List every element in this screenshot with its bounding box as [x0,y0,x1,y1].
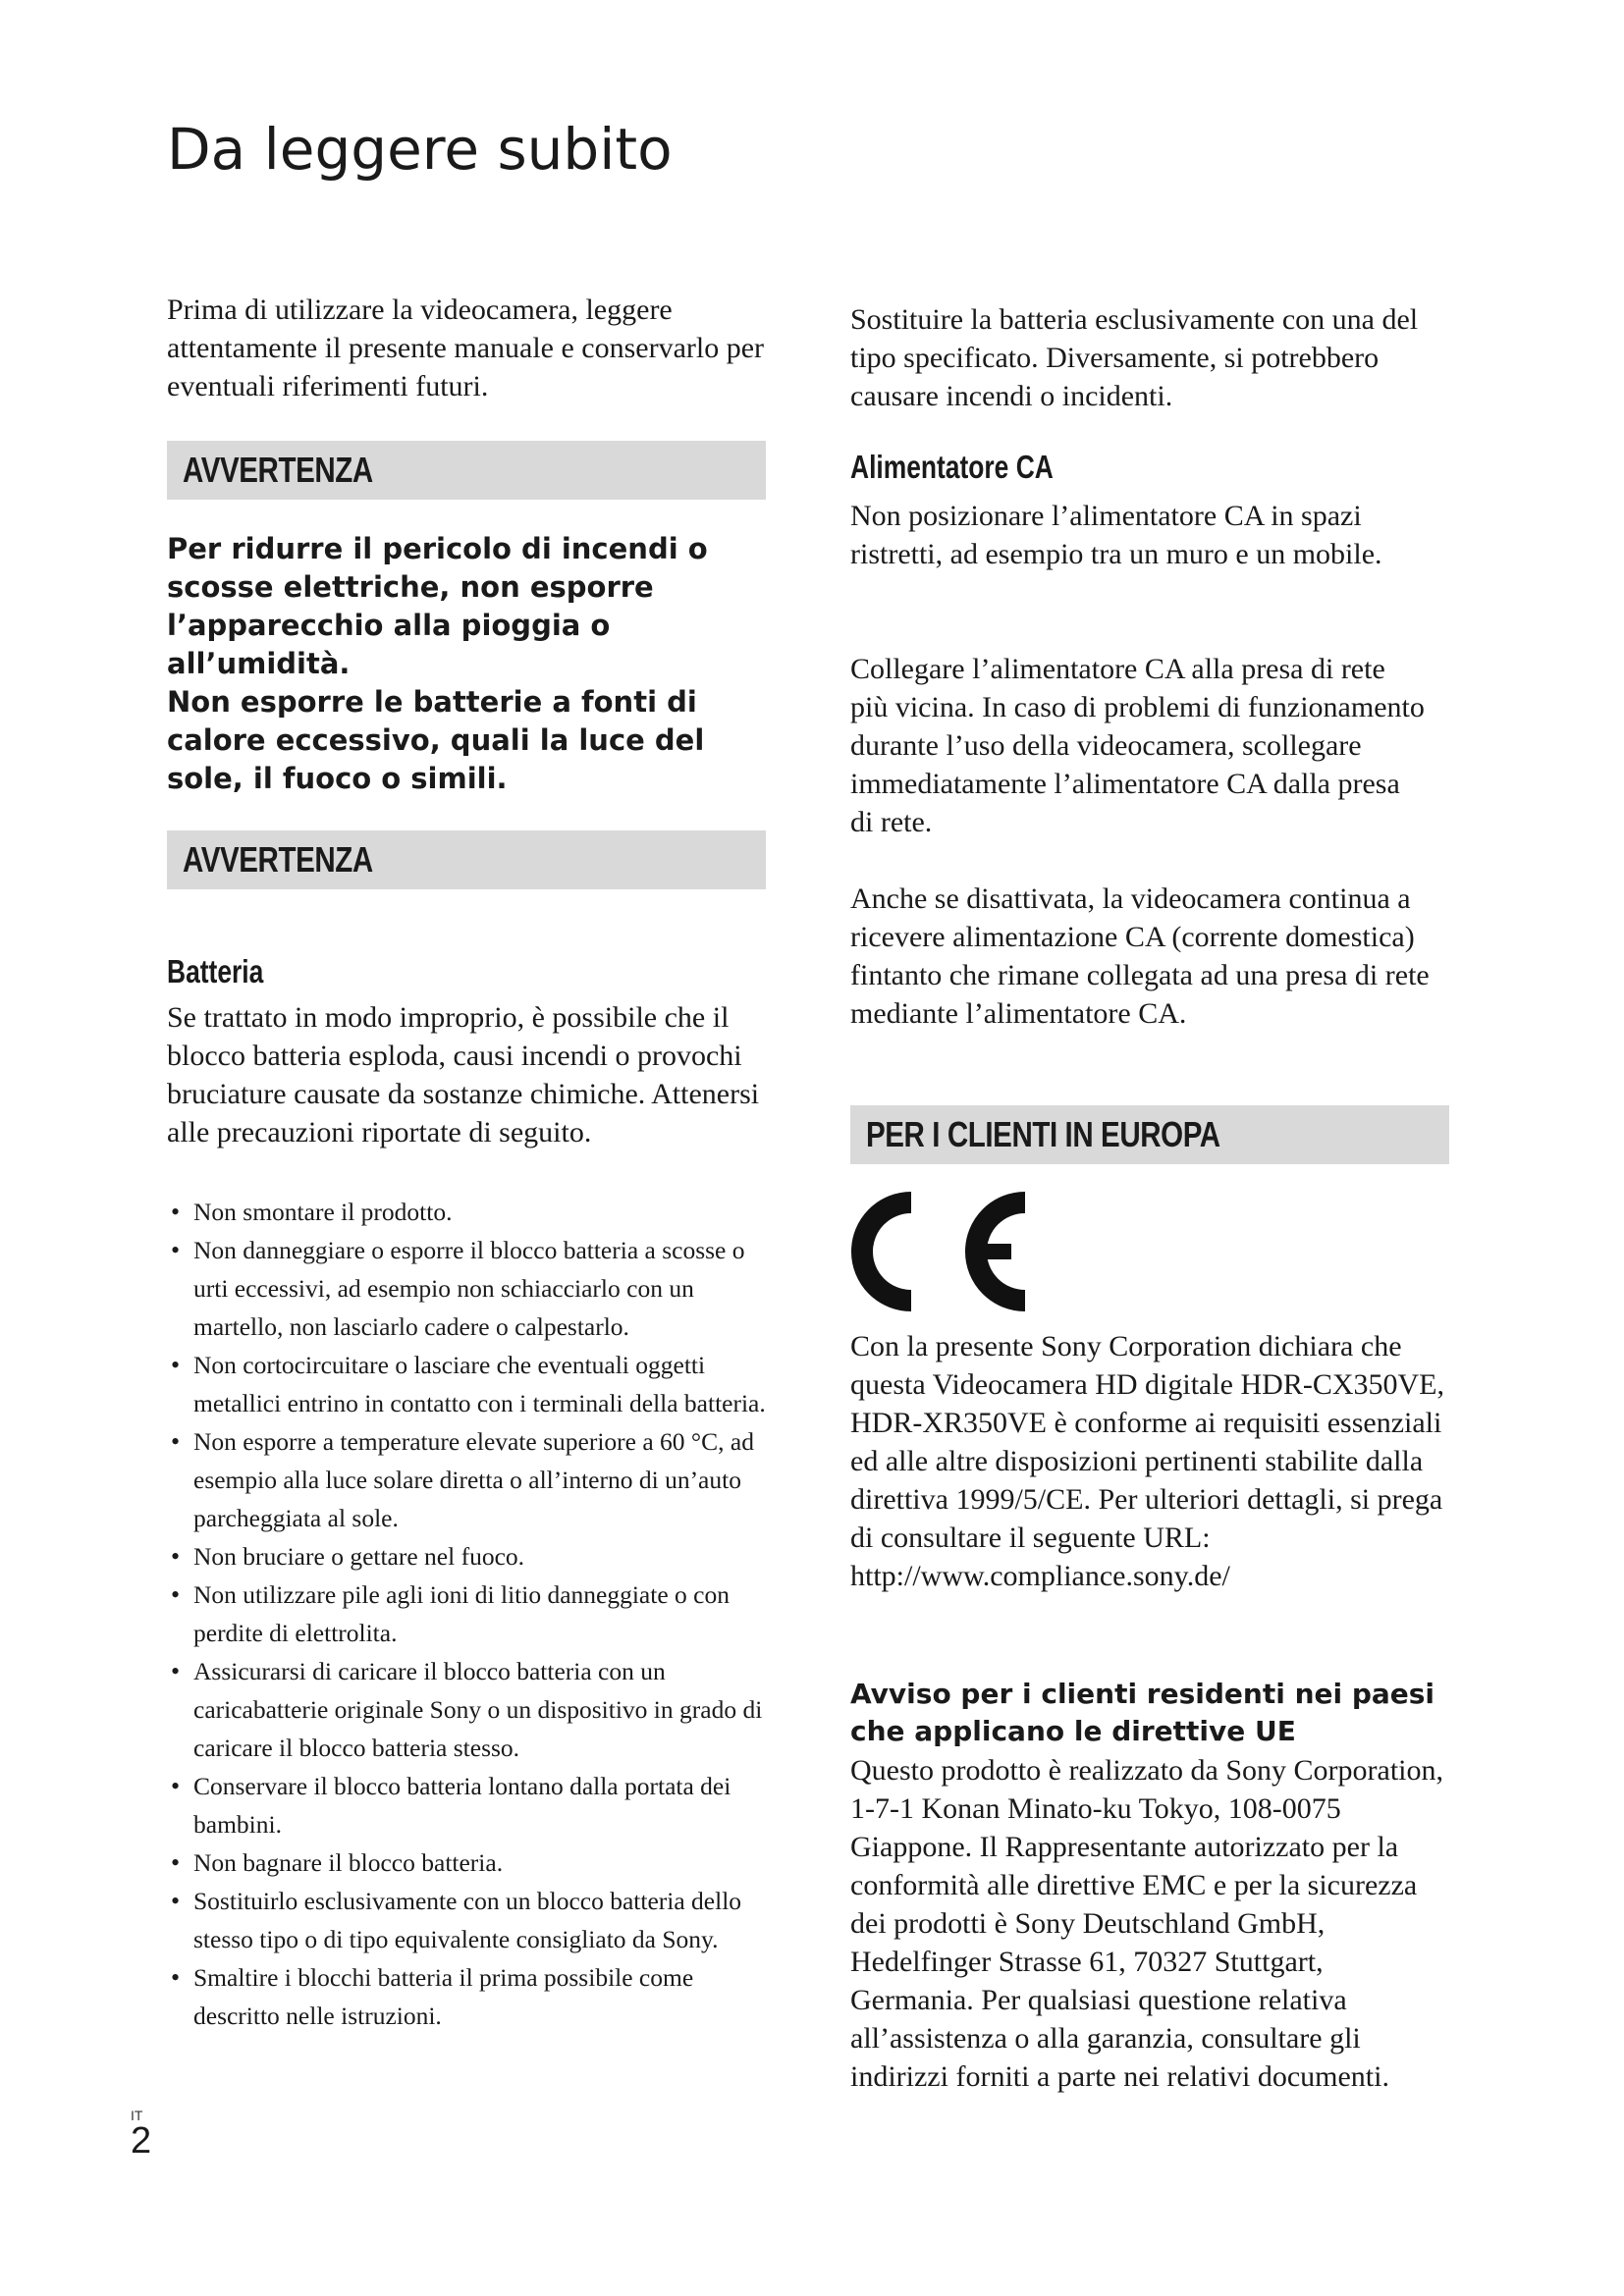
list-item: • Smaltire i blocchi batteria il prima possibile come descritto nelle istruzioni. [167,1958,776,2035]
page-number [131,2109,151,2160]
list-item: • Non cortocircuitare o lasciare che eventuali oggetti metallici entrino in contatto con i terminali della batteria. [167,1346,776,1422]
list-item: • Non bagnare il blocco batteria. [167,1843,776,1882]
list-item: • Non esporre a temperature elevate superiore a 60 °C, ad esempio alla luce solare diretta o all’interno di un’auto parcheggiata al sole. [167,1422,776,1537]
warning-band-2 [167,830,766,889]
page-title: Da leggere subito [167,116,673,183]
adapter-paragraph-1: Non posizionare l’alimentatore CA in spazi ristretti, ad esempio tra un muro e un mobile. [850,500,1382,570]
europe-band-label: PER I CLIENTI IN EUROPA [866,1114,1220,1154]
europe-band [850,1105,1449,1164]
adapter-paragraph-2: Collegare l’alimentatore CA alla presa di rete più vicina. In caso di problemi di funzionamento durante l’uso della videocamera, scollegare immediatamente l’alimentatore CA dalla presa di rete. [850,653,1425,838]
adapter-heading [850,448,1105,487]
page-number-value: 2 [131,2120,152,2162]
list-item: • Non utilizzare pile agli ioni di litio danneggiate o con perdite di elettrolita. [167,1575,776,1652]
battery-precautions-list [167,1193,776,2035]
battery-heading-label: Batteria [167,953,264,989]
warning-band-1-label: AVVERTENZA [183,450,373,490]
adapter-paragraph-3: Anche se disattivata, la videocamera continua a ricevere alimentazione CA (corrente domestica) fintanto che rimane collegata ad una presa di rete mediante l’alimentatore CA. [850,882,1430,1030]
list-item: • Non smontare il prodotto. [167,1193,776,1231]
battery-heat-warning-text: Non esporre le batterie a fonti di calore eccessivo, quali la luce del sole, il fuoco o simili. [167,685,705,795]
ce-mark-c-icon [862,1202,911,1301]
battery-heading [167,952,288,991]
intro-paragraph: Prima di utilizzare la videocamera, leggere attentamente il presente manuale e conservarlo per eventuali riferimenti futuri. [167,294,765,402]
adapter-heading-label: Alimentatore CA [850,449,1054,485]
fire-warning-text: Per ridurre il pericolo di incendi o scosse elettriche, non esporre l’apparecchio alla pioggia o all’umidità. [167,532,708,680]
warning-band-1 [167,441,766,500]
list-item: • Sostituirlo esclusivamente con un blocco batteria dello stesso tipo o di tipo equivalente consigliato da Sony. [167,1882,776,1958]
eu-directive-paragraph: Questo prodotto è realizzato da Sony Corporation, 1-7-1 Konan Minato-ku Tokyo, 108-0075 Giappone. Il Rappresentante autorizzato per la conformità alle direttive EMC e per la sicurezza dei prodotti è Sony Deutschland GmbH, Hedelfinger Strasse 61, 70327 Stuttgart, Germania. Per qualsiasi questione relativa all’assistenza o alla garanzia, consultare gli indirizzi forniti a parte nei relativi documenti. [850,1754,1444,2093]
warning-band-2-label: AVVERTENZA [183,839,373,880]
page-language-code: IT [131,2108,143,2123]
list-item: • Conservare il blocco batteria lontano dalla portata dei bambini. [167,1767,776,1843]
ce-mark-icon [850,1183,1047,1320]
list-item: • Assicurarsi di caricare il blocco batteria con un caricabatterie originale Sony o un dispositivo in grado di caricare il blocco batteria stesso. [167,1652,776,1767]
ce-declaration-paragraph: Con la presente Sony Corporation dichiara che questa Videocamera HD digitale HDR-CX350VE, HDR-XR350VE è conforme ai requisiti essenziali ed alle altre disposizioni pertinenti stabilite dalla direttiva 1999/5/CE. Per ulteriori dettagli, si prega di consultare il seguente URL: http://www.compliance.sony.de/ [850,1330,1444,1592]
battery-replace-paragraph: Sostituire la batteria esclusivamente con una del tipo specificato. Diversamente, si potrebbero causare incendi o incidenti. [850,303,1419,412]
ce-mark-e-bar-icon [968,1244,1011,1259]
list-item: • Non danneggiare o esporre il blocco batteria a scosse o urti eccessivi, ad esempio non schiacciarlo con un martello, non lasciarlo cadere o calpestarlo. [167,1231,776,1346]
battery-paragraph: Se trattato in modo improprio, è possibile che il blocco batteria esploda, causi incendi o provochi bruciature causate da sostanze chimiche. Attenersi alle precauzioni riportate di seguito. [167,1001,760,1148]
eu-directive-heading: Avviso per i clienti residenti nei paesi che applicano le direttive UE [850,1678,1435,1747]
list-item: • Non bruciare o gettare nel fuoco. [167,1537,776,1575]
